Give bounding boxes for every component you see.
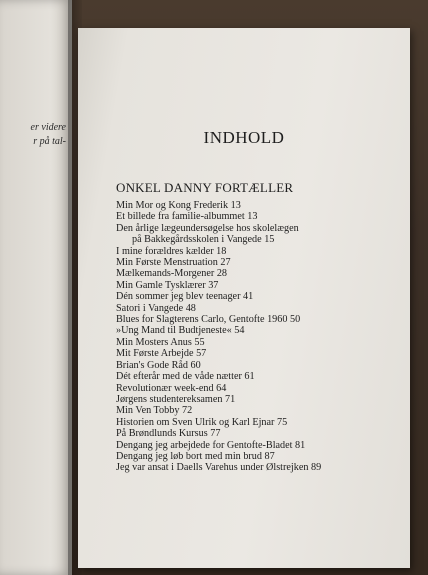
toc-entry: Mit Første Arbejde 57 <box>116 348 207 360</box>
toc-entry: Historien om Sven Ulrik og Karl Ejnar 75 <box>116 416 288 428</box>
toc-entry: Den årlige lægeundersøgelse hos skolelægen <box>116 222 299 234</box>
toc-entry: Satori i Vangede 48 <box>116 302 196 314</box>
toc-entry: Min Første Menstruation 27 <box>116 257 231 269</box>
toc-entry: Jørgens studentereksamen 71 <box>116 393 236 405</box>
right-page <box>78 28 410 568</box>
toc-entry: Revolutionær week-end 64 <box>116 382 227 394</box>
toc-entry: Min Mor og Kong Frederik 13 <box>116 200 241 211</box>
toc-entry: Min Mosters Anus 55 <box>116 336 205 348</box>
toc-entry: »Ung Mand til Budtjeneste« 54 <box>116 325 245 337</box>
toc-entry: Dengang jeg løb bort med min brud 87 <box>116 450 275 462</box>
toc-entry: Jeg var ansat i Daells Varehus under Ølstrejken 89 <box>116 462 322 474</box>
left-page <box>0 0 72 575</box>
section-heading: ONKEL DANNY FORTÆLLER <box>116 180 294 195</box>
toc-entry: Dengang jeg arbejdede for Gentofte-Bladet 81 <box>116 439 306 451</box>
left-page-text-fragment: er videre <box>30 122 66 133</box>
toc-entry: Min Gamle Tysklærer 37 <box>116 279 219 291</box>
toc-entry: Et billede fra familie-albummet 13 <box>116 211 258 223</box>
page-title: INDHOLD <box>203 128 285 147</box>
toc-entry: Brian's Gode Råd 60 <box>116 359 201 371</box>
toc-entry: Dét efterår med de våde nætter 61 <box>116 371 255 383</box>
toc-entry: Mælkemands-Morgener 28 <box>116 268 228 280</box>
left-page-text-fragment: r på tal- <box>33 136 66 147</box>
toc-entry-continuation: på Bakkegårdsskolen i Vangede 15 <box>132 234 275 246</box>
toc-entry: I mine forældres kælder 18 <box>116 245 227 257</box>
toc-entry: Min Ven Tobby 72 <box>116 405 193 417</box>
table-of-contents <box>116 200 406 474</box>
toc-entry: Blues for Slagterens Carlo, Gentofte 1960 50 <box>116 314 301 326</box>
toc-entry: På Brøndlunds Kursus 77 <box>116 428 221 440</box>
toc-entry: Dén sommer jeg blev teenager 41 <box>116 291 254 303</box>
